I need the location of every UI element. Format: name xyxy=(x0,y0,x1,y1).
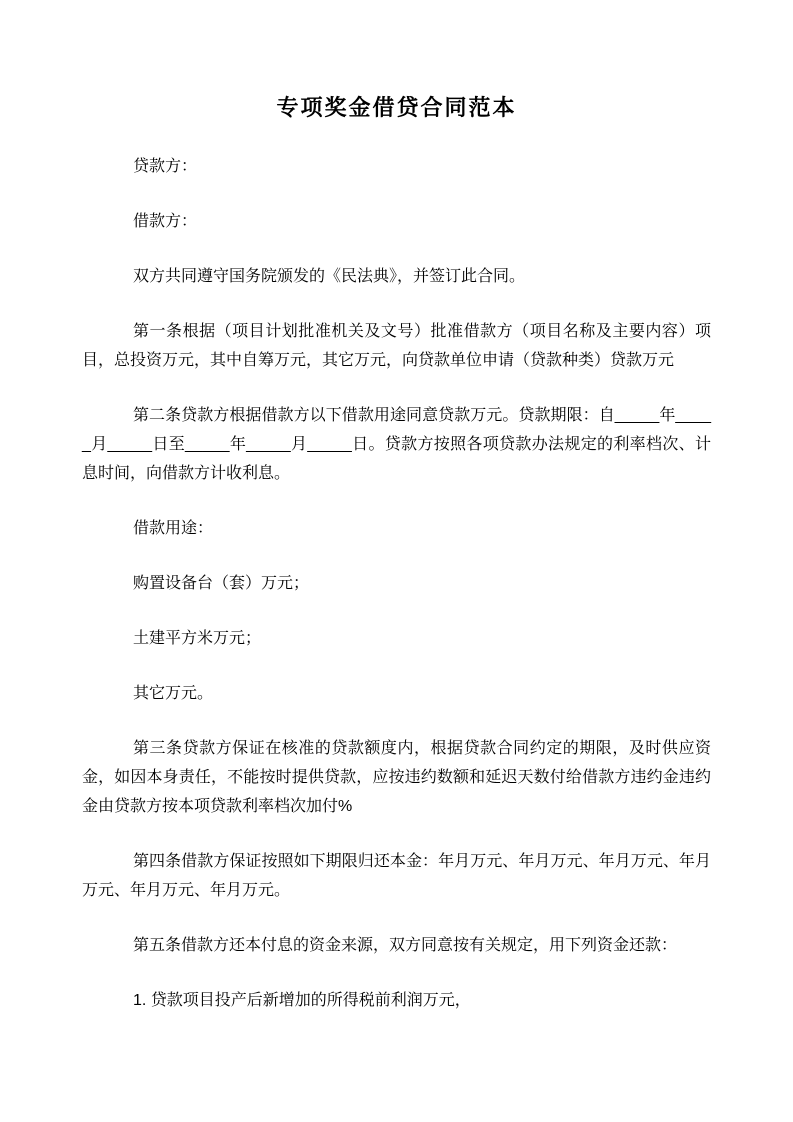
paragraph-article-1: 第一条根据（项目计划批准机关及文号）批准借款方（项目名称及主要内容）项目，总投资万元，其中自筹万元，其它万元，向贷款单位申请（贷款种类）贷款万元 xyxy=(82,323,711,369)
paragraph-article-2: 第二条贷款方根据借款方以下借款用途同意贷款万元。贷款期限：自_____年_____月_____日至_____年_____月_____日。贷款方按照各项贷款办法规定的利率档次、计息时间，向借款方计收利息。 xyxy=(82,407,711,482)
paragraph-preamble: 双方共同遵守国务院颁发的《民法典》，并签订此合同。 xyxy=(133,268,526,285)
paragraph-purpose-equipment: 购置设备台（套）万元； xyxy=(133,575,310,592)
paragraph-loan-purpose-label: 借款用途： xyxy=(133,520,214,537)
paragraph-article-3: 第三条贷款方保证在核准的贷款额度内，根据贷款合同约定的期限，及时供应资金，如因本身责任，不能按时提供贷款，应按违约数额和延迟天数付给借款方违约金违约金由贷款方按本项贷款利率档次加付% xyxy=(82,740,711,815)
document-title: 专项奖金借贷合同范本 xyxy=(276,95,517,120)
paragraph-purpose-construction: 土建平方米万元； xyxy=(133,630,262,647)
paragraph-article-4: 第四条借款方保证按照如下期限归还本金：年月万元、年月万元、年月万元、年月万元、年月万元、年月万元。 xyxy=(82,853,711,899)
paragraph-article-5: 第五条借款方还本付息的资金来源，双方同意按有关规定，用下列资金还款： xyxy=(133,937,678,954)
paragraph-borrower-label: 借款方： xyxy=(133,213,198,230)
paragraph-purpose-other: 其它万元。 xyxy=(133,685,214,702)
paragraph-repayment-item-1: 1. 贷款项目投产后新增加的所得税前利润万元， xyxy=(133,992,471,1009)
paragraph-lender-label: 贷款方： xyxy=(133,158,198,175)
